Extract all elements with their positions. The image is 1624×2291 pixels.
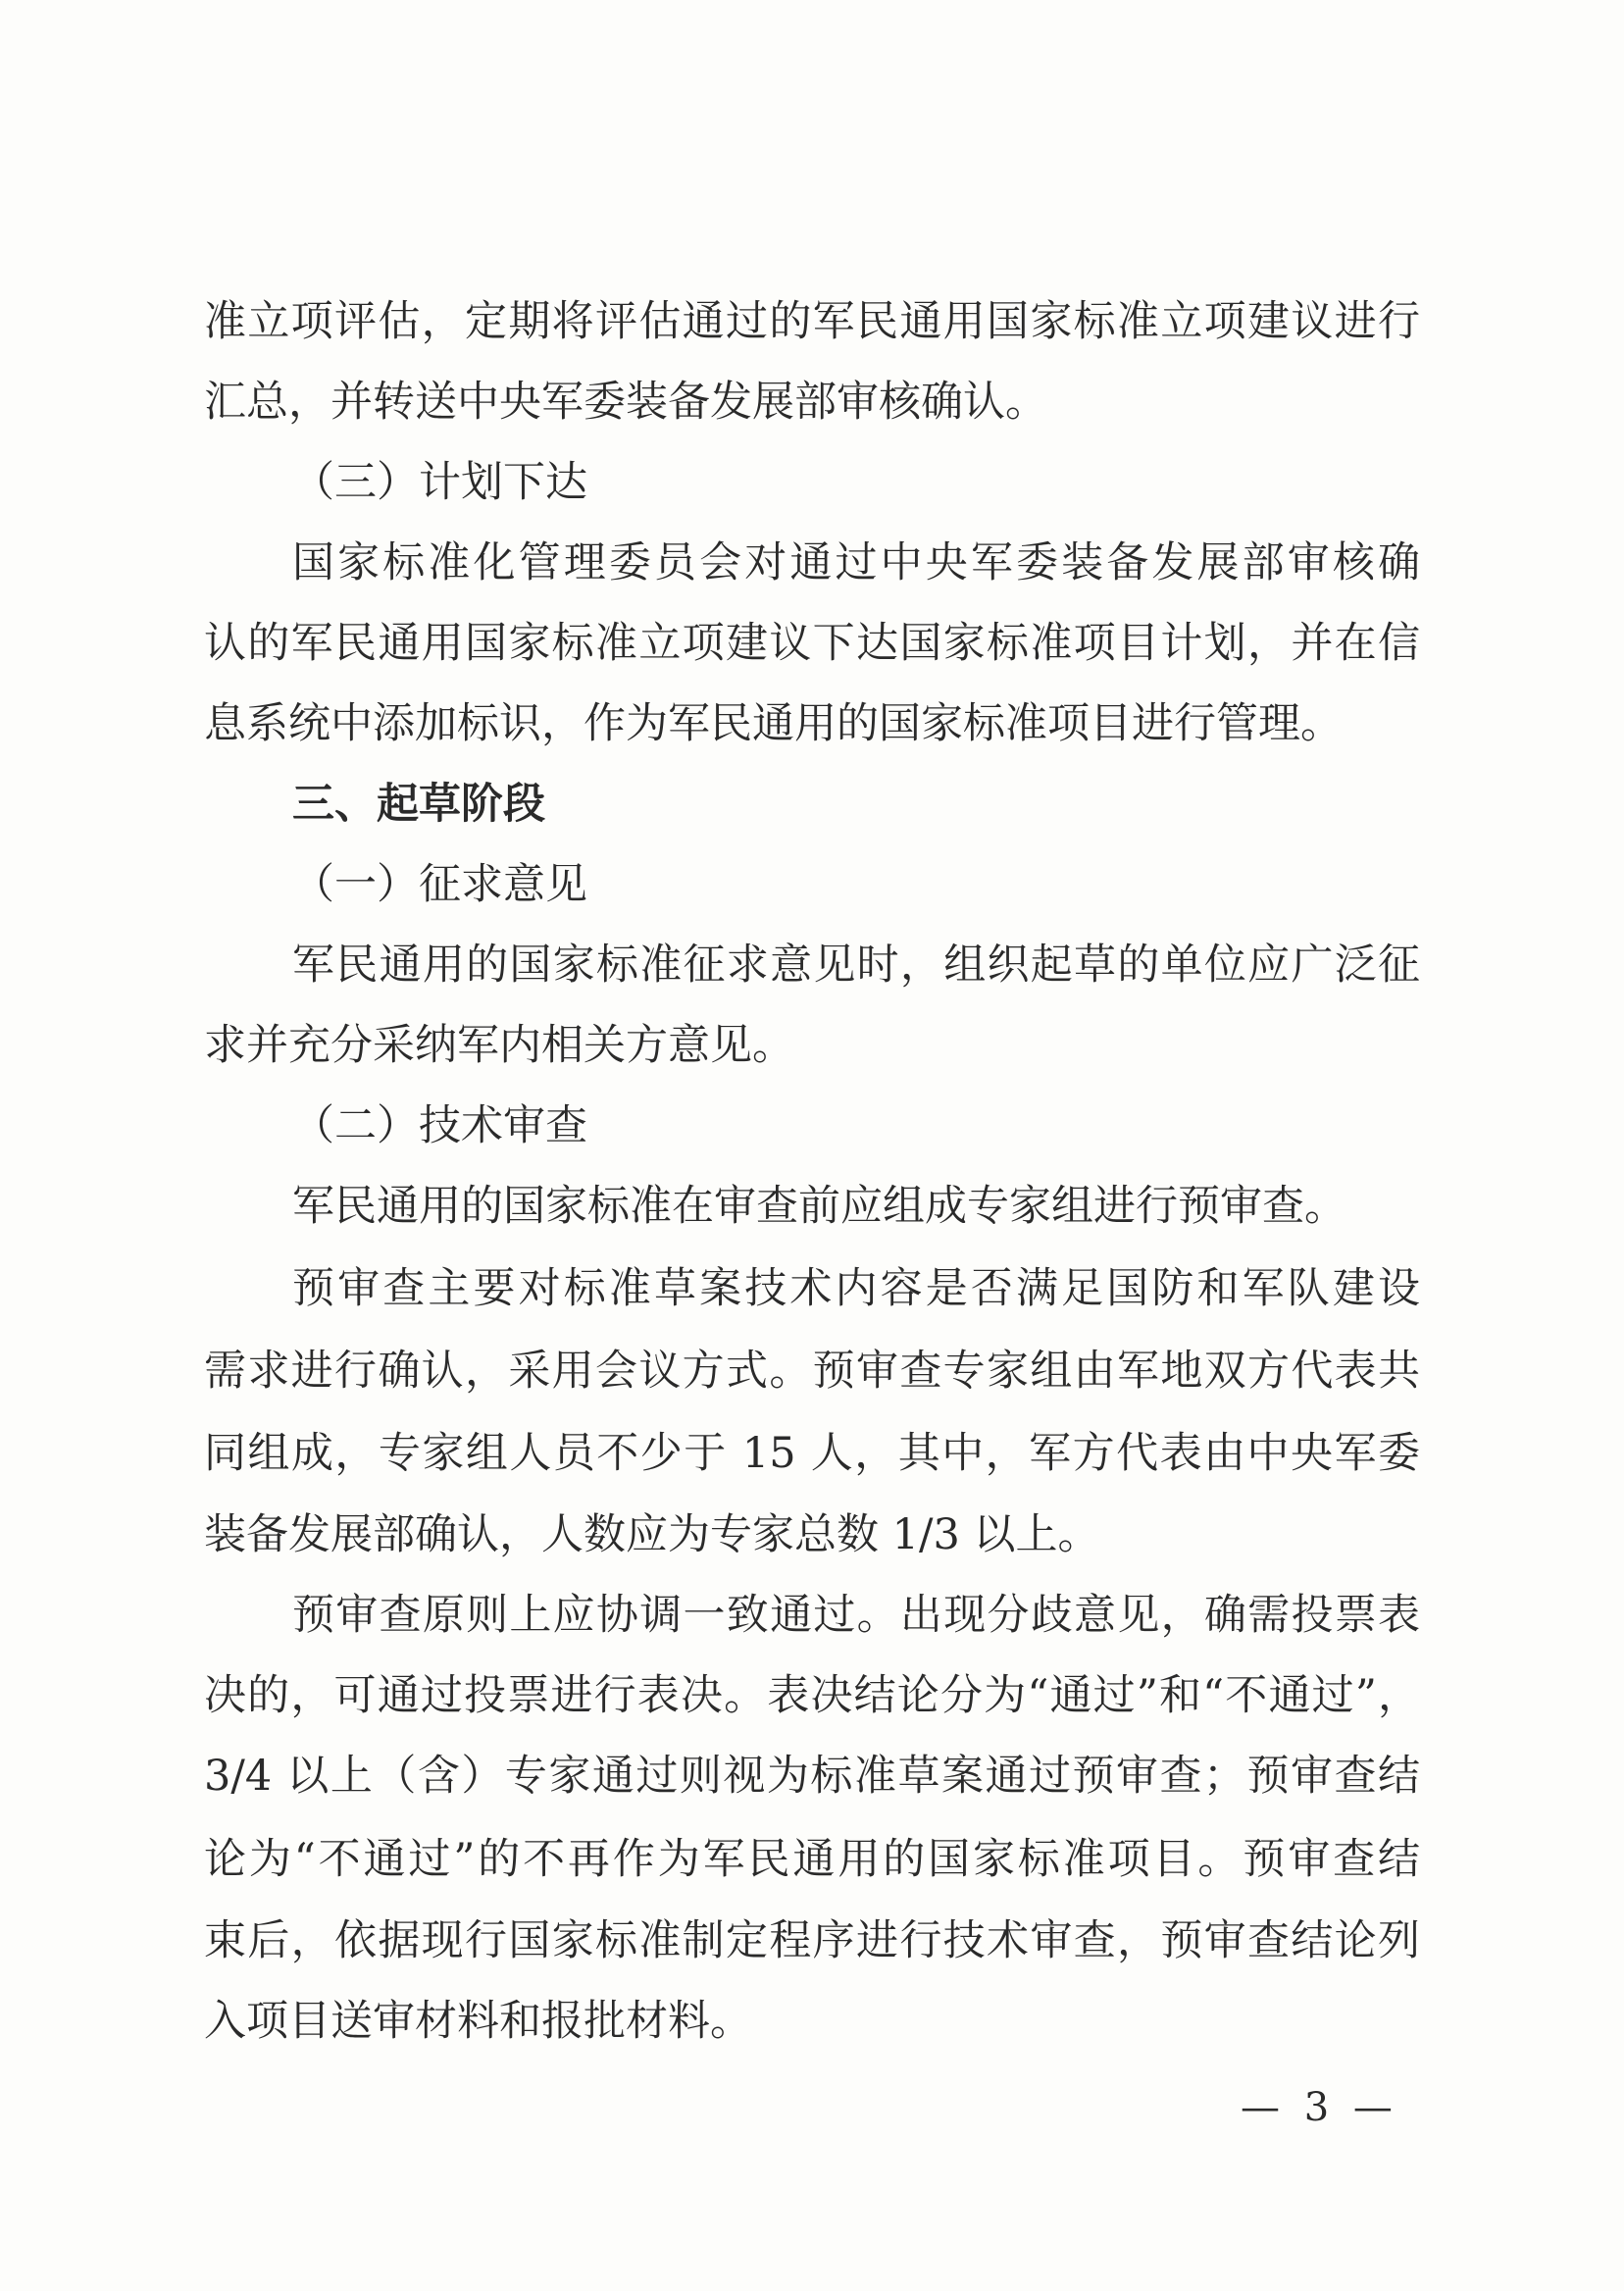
body-text-line: 需求进行确认，采用会议方式。预审查专家组由军地双方代表共 [204,1347,1420,1396]
body-text-line: 军民通用的国家标准在审查前应组成专家组进行预审查。 [292,1182,1346,1231]
body-text-line: 入项目送审材料和报批材料。 [204,1997,752,2046]
body-text-line: 决的，可通过投票进行表决。表决结论分为“通过”和“不通过”， [204,1671,1420,1720]
body-text-line: 军民通用的国家标准征求意见时，组织起草的单位应广泛征 [292,941,1420,990]
body-text-line: 准立项评估，定期将评估通过的军民通用国家标准立项建议进行 [204,297,1420,346]
body-text-line: 3/4 以上（含）专家通过则视为标准草案通过预审查；预审查结 [204,1752,1420,1801]
body-text-line: 预审查原则上应协调一致通过。出现分歧意见，确需投票表 [292,1591,1420,1640]
body-text-line: 束后，依据现行国家标准制定程序进行技术审查，预审查结论列 [204,1916,1420,1965]
body-text-line: 装备发展部确认，人数应为专家总数 1/3 以上。 [204,1510,1100,1559]
body-text-line: 汇总，并转送中央军委装备发展部审核确认。 [204,378,1047,427]
body-text-line: 息系统中添加标识，作为军民通用的国家标准项目进行管理。 [204,699,1343,748]
body-text-line: 同组成，专家组人员不少于 15 人，其中，军方代表由中央军委 [204,1429,1420,1478]
body-text-line: 求并充分采纳军内相关方意见。 [204,1021,794,1070]
body-text-line: 预审查主要对标准草案技术内容是否满足国防和军队建设 [292,1264,1420,1313]
subsection-heading: （三）计划下达 [292,458,587,507]
subsection-heading: （一）征求意见 [292,860,587,909]
subsection-heading: （二）技术审查 [292,1101,587,1150]
body-text-line: 认的军民通用国家标准立项建议下达国家标准项目计划，并在信 [204,619,1420,668]
body-text-line: 论为“不通过”的不再作为军民通用的国家标准项目。预审查结 [204,1835,1420,1884]
body-text-line: 国家标准化管理委员会对通过中央军委装备发展部审核确 [292,538,1420,587]
section-heading: 三、起草阶段 [292,780,545,829]
page-number: — 3 — [1241,2085,1398,2130]
